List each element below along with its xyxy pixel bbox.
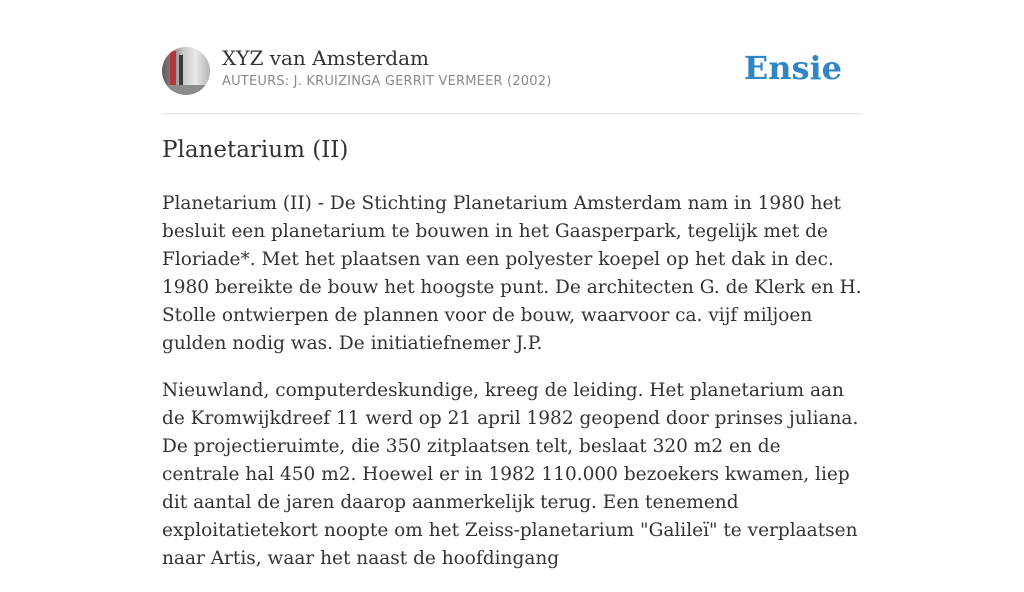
article-paragraph: Planetarium (II) - De Stichting Planetarium Amsterdam nam in 1980 het besluit een planetarium te bouwen in het Gaasperpark, tegelijk met de Floriade*. Met het plaatsen van een polyester koepel op het dak in dec. 1980 bereikte de bouw het hoogste punt. De architecten G. de Klerk en H. Stolle ontwierpen de plannen voor de bouw, waarvoor ca. vijf miljoen gulden nodig was. De initiatiefnemer J.P. (162, 193, 862, 354)
article-paragraph: Nieuwland, computerdeskundige, kreeg de leiding. Het planetarium aan de Kromwijkdreef 11 werd op 21 april 1982 geopend door prinses juliana. De projectieruimte, die 350 zitplaatsen telt, beslaat 320 m2 en de centrale hal 450 m2. Hoewel er in 1982 110.000 bezoekers kwamen, liep dit aantal de jaren daarop aanmerkelijk terug. Een tenemend exploitatietekort noopte om het Zeiss-planetarium "Galileï" te verplaatsen naar Artis, waar het naast de hoofdingang (162, 380, 859, 569)
ensie-logo[interactable]: Ensie (743, 49, 842, 87)
article-body (162, 190, 862, 592)
avatar-detail (162, 85, 210, 95)
avatar-detail (179, 55, 183, 89)
book-title-link[interactable]: XYZ van Amsterdam (222, 46, 429, 70)
page-title: Planetarium (II) (162, 137, 349, 163)
header-divider (162, 113, 862, 114)
authors-line: AUTEURS: J. KRUIZINGA GERRIT VERMEER (2002) (222, 74, 552, 89)
page-header (162, 46, 862, 96)
book-cover-avatar[interactable] (162, 47, 210, 95)
